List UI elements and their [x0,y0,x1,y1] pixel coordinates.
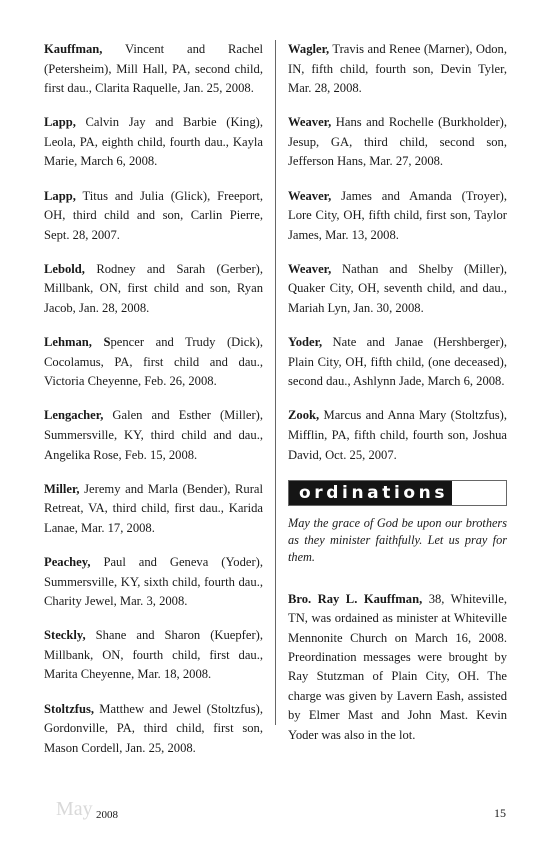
births-column-left [44,40,263,773]
ordination-details: 38, Whiteville, TN, was ordained as minister at Whiteville Mennonite Church on March 16, 2008. Preordination messages were brought by Ray Stutzman of Plain City, OH. The charge was given by Lavern Eash, assisted by Elmer Mast and John Mast. Kevin Yoder was also in the lot. [288,591,507,742]
birth-details: Hans and Rochelle (Burkholder), Jesup, GA, third child, second son, Jefferson Hans, Mar. 27, 2008. [288,115,507,169]
birth-entry [288,260,507,319]
birth-details: Jeremy and Marla (Bender), Rural Retreat, VA, third child, first dau., Karida Lanae, Mar. 17, 2008. [44,481,263,535]
birth-entry [44,333,263,392]
birth-family-name: Zook, [288,408,320,423]
birth-family-name: Weaver, [288,188,332,203]
birth-family-name: Lebold, [44,261,85,276]
birth-family-name: Steckly, [44,628,86,643]
birth-family-name: Kauffman, [44,42,103,56]
birth-family-name: Lengacher, [44,408,104,423]
ordinations-header [288,480,507,506]
birth-details: Titus and Julia (Glick), Freeport, OH, third child and son, Carlin Pierre, Sept. 28, 2007. [44,188,263,242]
birth-entry [44,700,263,759]
birth-details: Paul and Geneva (Yoder), Summersville, KY, sixth child, fourth dau., Charity Jewel, Mar. 3, 2008. [44,554,263,609]
birth-family-name: Peachey, [44,554,91,569]
birth-details: Matthew and Jewel (Stoltzfus), Gordonville, PA, third child, first son, Mason Cordell, Jan. 25, 2008. [44,701,263,755]
birth-entry [44,40,263,99]
page-number: 15 [494,806,506,820]
birth-details: Galen and Esther (Miller), Summersville, KY, third child and dau., Angelika Rose, Feb. 15, 2008. [44,408,263,462]
birth-entry [44,406,263,465]
birth-family-name: Stoltzfus, [44,701,95,716]
birth-entry [44,553,263,612]
birth-entry [288,113,507,172]
birth-details: Travis and Renee (Marner), Odon, IN, fifth child, fourth son, Devin Tyler, Mar. 28, 2008. [288,42,507,96]
birth-family-name: Lehman, S [44,335,111,350]
birth-entry [44,187,263,246]
birth-details: Shane and Sharon (Kuepfer), Millbank, ON, fourth child, first dau., Marita Cheyenne, Mar. 18, 2008. [44,628,263,682]
birth-entry [288,333,507,392]
birth-details: James and Amanda (Troyer), Lore City, OH, fifth child, first son, Taylor James, Mar. 13, 2008. [288,188,507,242]
birth-family-name: Miller, [44,481,80,496]
birth-entry [44,260,263,319]
births-column-right [288,40,507,745]
birth-entry [44,480,263,539]
birth-family-name: Weaver, [288,115,332,130]
birth-details: Nate and Janae (Hershberger), Plain City, OH, fifth child, (one deceased), second dau., Ashlynn Jade, March 6, 2008. [288,335,507,389]
birth-entry [44,113,263,172]
birth-entry [288,187,507,246]
birth-family-name: Lapp, [44,115,76,130]
ordinations-intro: May the grace of God be upon our brothers as they minister faithfully. Let us pray for them. [288,515,507,564]
birth-family-name: Wagler, [288,42,330,56]
birth-family-name: Yoder, [288,335,323,350]
ordination-entry [288,590,507,745]
birth-details: Calvin Jay and Barbie (King), Leola, PA, eighth child, fourth dau., Kayla Marie, March 6, 2008. [44,115,263,169]
birth-family-name: Lapp, [44,188,76,203]
birth-entry [44,626,263,685]
birth-details: Marcus and Anna Mary (Stoltzfus), Mifflin, PA, fifth child, fourth son, Joshua David, Oct. 25, 2007. [288,408,507,462]
ordination-name: Bro. Ray L. Kauffman, [288,591,423,606]
birth-details: Nathan and Shelby (Miller), Quaker City, OH, seventh child, and dau., Mariah Lyn, Jan. 30, 2008. [288,261,507,316]
column-divider [275,40,276,725]
birth-details: pencer and Trudy (Dick), Cocolamus, PA, first child and dau., Victoria Cheyenne, Feb. 26, 2008. [44,335,264,389]
footer-year: 2008 [96,809,118,821]
birth-details: Vincent and Rachel (Petersheim), Mill Hall, PA, second child, first dau., Clarita Raquelle, Jan. 25, 2008. [44,42,263,96]
birth-details: Rodney and Sarah (Gerber), Millbank, ON, first child and son, Ryan Jacob, Jan. 28, 2008. [44,261,263,316]
ordinations-heading: ordinations [289,481,452,505]
birth-entry [288,406,507,465]
birth-family-name: Weaver, [288,261,332,276]
birth-entry [288,40,507,99]
footer-month: May [56,798,93,820]
